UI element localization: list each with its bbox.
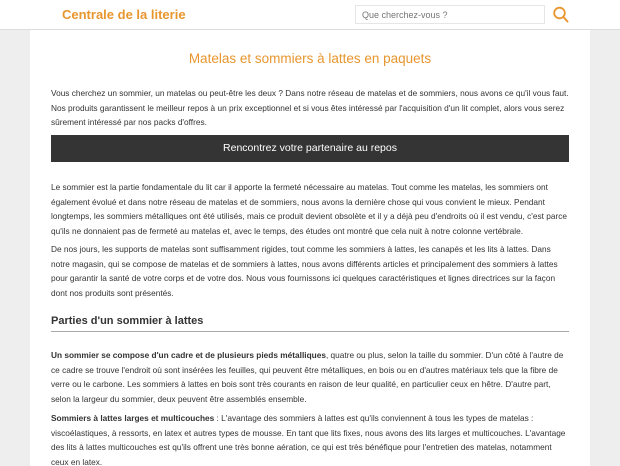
page-title: Matelas et sommiers à lattes en paquets — [188, 51, 432, 66]
partner-banner-button[interactable]: Rencontrez votre partenaire au repos — [51, 135, 569, 162]
sommier-paragraph: Le sommier est la partie fondamentale du lit car il apporte la fermeté nécessaire au matelas. Tout comme les matelas, les sommiers ont également évolué et dans notre réseau de matelas et de sommiers, nous avons la dernière chose qui vous convient le mieux. Pendant longtemps, les sommiers métalliques ont été utilisés, mais ce produit devient obsolète et il y a déjà peu d'endroits où il est vendu, c'est parce qu'ils ne donnaient pas de fermeté au matelas et, avec le temps, des études ont montré que cela nuit à notre colonne vertébrale. — [51, 182, 568, 236]
search-input[interactable] — [355, 5, 545, 24]
section-heading: Parties d'un sommier à lattes — [51, 315, 204, 327]
top-header — [0, 0, 620, 30]
supports-paragraph: De nos jours, les supports de matelas sont suffisamment rigides, tout comme les sommiers à lattes, les canapés et les lits à lattes. Dans notre magasin, qui se compose de matelas et de sommiers à lattes, nous avons différents articles et principalement des sommiers à lattes pour garantir la santé de votre corps et de votre dos. Nous vous fournissons ici quelques caractéristiques et lignes directrices sur la façon dont nos produits sont présentés. — [51, 244, 558, 298]
search-icon — [552, 5, 570, 25]
intro-paragraph: Vous cherchez un sommier, un matelas ou peut-être les deux ? Dans notre réseau de matelas et de sommiers, nous avons ce qu'il vous faut. Nos produits garantissent le meilleur repos à un prix exceptionnel et si vous êtes intéressé par l'acquisition d'un lit complet, alors vous serez sûrement intéressé par nos packs d'offres. — [51, 88, 569, 127]
frame-paragraph-bold: Un sommier se compose d'un cadre et de plusieurs pieds métalliques — [51, 350, 326, 360]
multilayer-paragraph — [51, 411, 571, 466]
main-content — [30, 30, 590, 466]
search-button[interactable] — [552, 5, 570, 25]
multilayer-paragraph-bold: Sommiers à lattes larges et multicouches — [51, 413, 215, 423]
frame-paragraph-text: , quatre ou plus, selon la taille du sommier. D'un côté à l'autre de ce cadre se trouve l'endroit où sont insérées les feuilles, qui peuvent être métalliques, en bois ou en d'autres matériaux tels que la fibre de verre ou le carbone. Les sommiers à lattes en bois sont très courants en raison de leur qualité, en particulier ceux en hêtre. D'autre part, selon la largeur du sommier, deux peuvent être assemblés ensemble. — [51, 350, 564, 404]
section-divider — [51, 331, 569, 332]
multilayer-paragraph-text: : L'avantage des sommiers à lattes est qu'ils conviennent à tous les types de matelas : viscoélastiques, à ressorts, en latex et autres types de mousse. En tant que lits fixes, nous avons des lits larges et multicouches. L'avantage des lits à lattes multicouches est qu'ils offrent une très bonne aération, ce qui est très bénéfique pour l'entretien des matelas, notamment ceux en latex. — [51, 413, 566, 466]
frame-paragraph — [51, 348, 571, 406]
site-logo[interactable]: Centrale de la literie — [62, 7, 186, 22]
